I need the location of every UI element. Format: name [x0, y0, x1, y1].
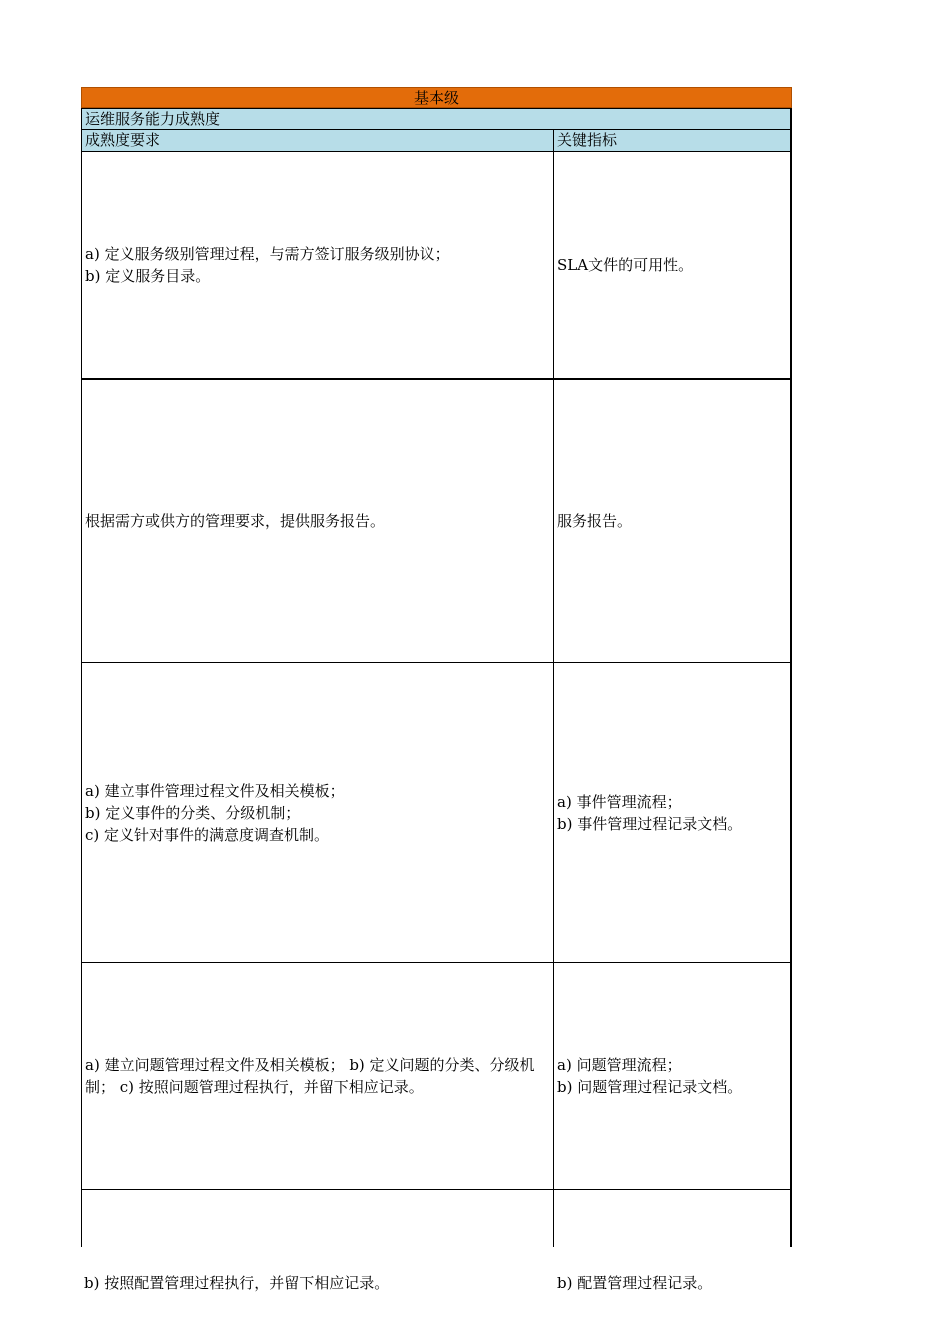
table-row [81, 963, 792, 1190]
requirement-cell [82, 380, 554, 662]
column-header-requirement: 成熟度要求 [82, 130, 554, 151]
table-row [81, 663, 792, 963]
column-header-row [81, 130, 792, 152]
indicator-text: 服务报告。 [557, 512, 633, 530]
requirement-text: 根据需方或供方的管理要求，提供服务报告。 [85, 512, 386, 530]
level-header: 基本级 [81, 87, 792, 108]
table-row [81, 380, 792, 663]
overflow-indicator-text: b) 配置管理过程记录。 [557, 1274, 713, 1292]
requirement-cell [82, 1190, 554, 1247]
requirement-cell [82, 663, 554, 962]
requirement-text: a) 定义服务级别管理过程，与需方签订服务级别协议； b) 定义服务目录。 [85, 245, 450, 285]
indicator-cell [554, 663, 790, 962]
indicator-cell [554, 152, 790, 378]
indicator-cell [554, 1190, 790, 1247]
table-row [81, 1190, 792, 1247]
indicator-text: a) 问题管理流程； b) 问题管理过程记录文档。 [557, 1056, 743, 1096]
requirement-text: a) 建立事件管理过程文件及相关模板； b) 定义事件的分类、分级机制； c) 定义针对事件的满意度调查机制。 [85, 781, 345, 844]
table-row [81, 152, 792, 380]
maturity-table [81, 87, 792, 1247]
indicator-cell [554, 963, 790, 1189]
requirement-text: a) 建立问题管理过程文件及相关模板； b) 定义问题的分类、分级机制； c) 按照问题管理过程执行，并留下相应记录。 [85, 1056, 535, 1096]
indicator-cell [554, 380, 790, 662]
requirement-cell [82, 152, 554, 378]
column-header-indicator: 关键指标 [557, 131, 618, 149]
requirement-cell [82, 963, 554, 1189]
overflow-requirement-text: b) 按照配置管理过程执行，并留下相应记录。 [84, 1274, 390, 1292]
indicator-text: SLA文件的可用性。 [557, 256, 694, 274]
indicator-text: a) 事件管理流程； b) 事件管理过程记录文档。 [557, 792, 743, 833]
table-title: 运维服务能力成熟度 [81, 108, 792, 130]
